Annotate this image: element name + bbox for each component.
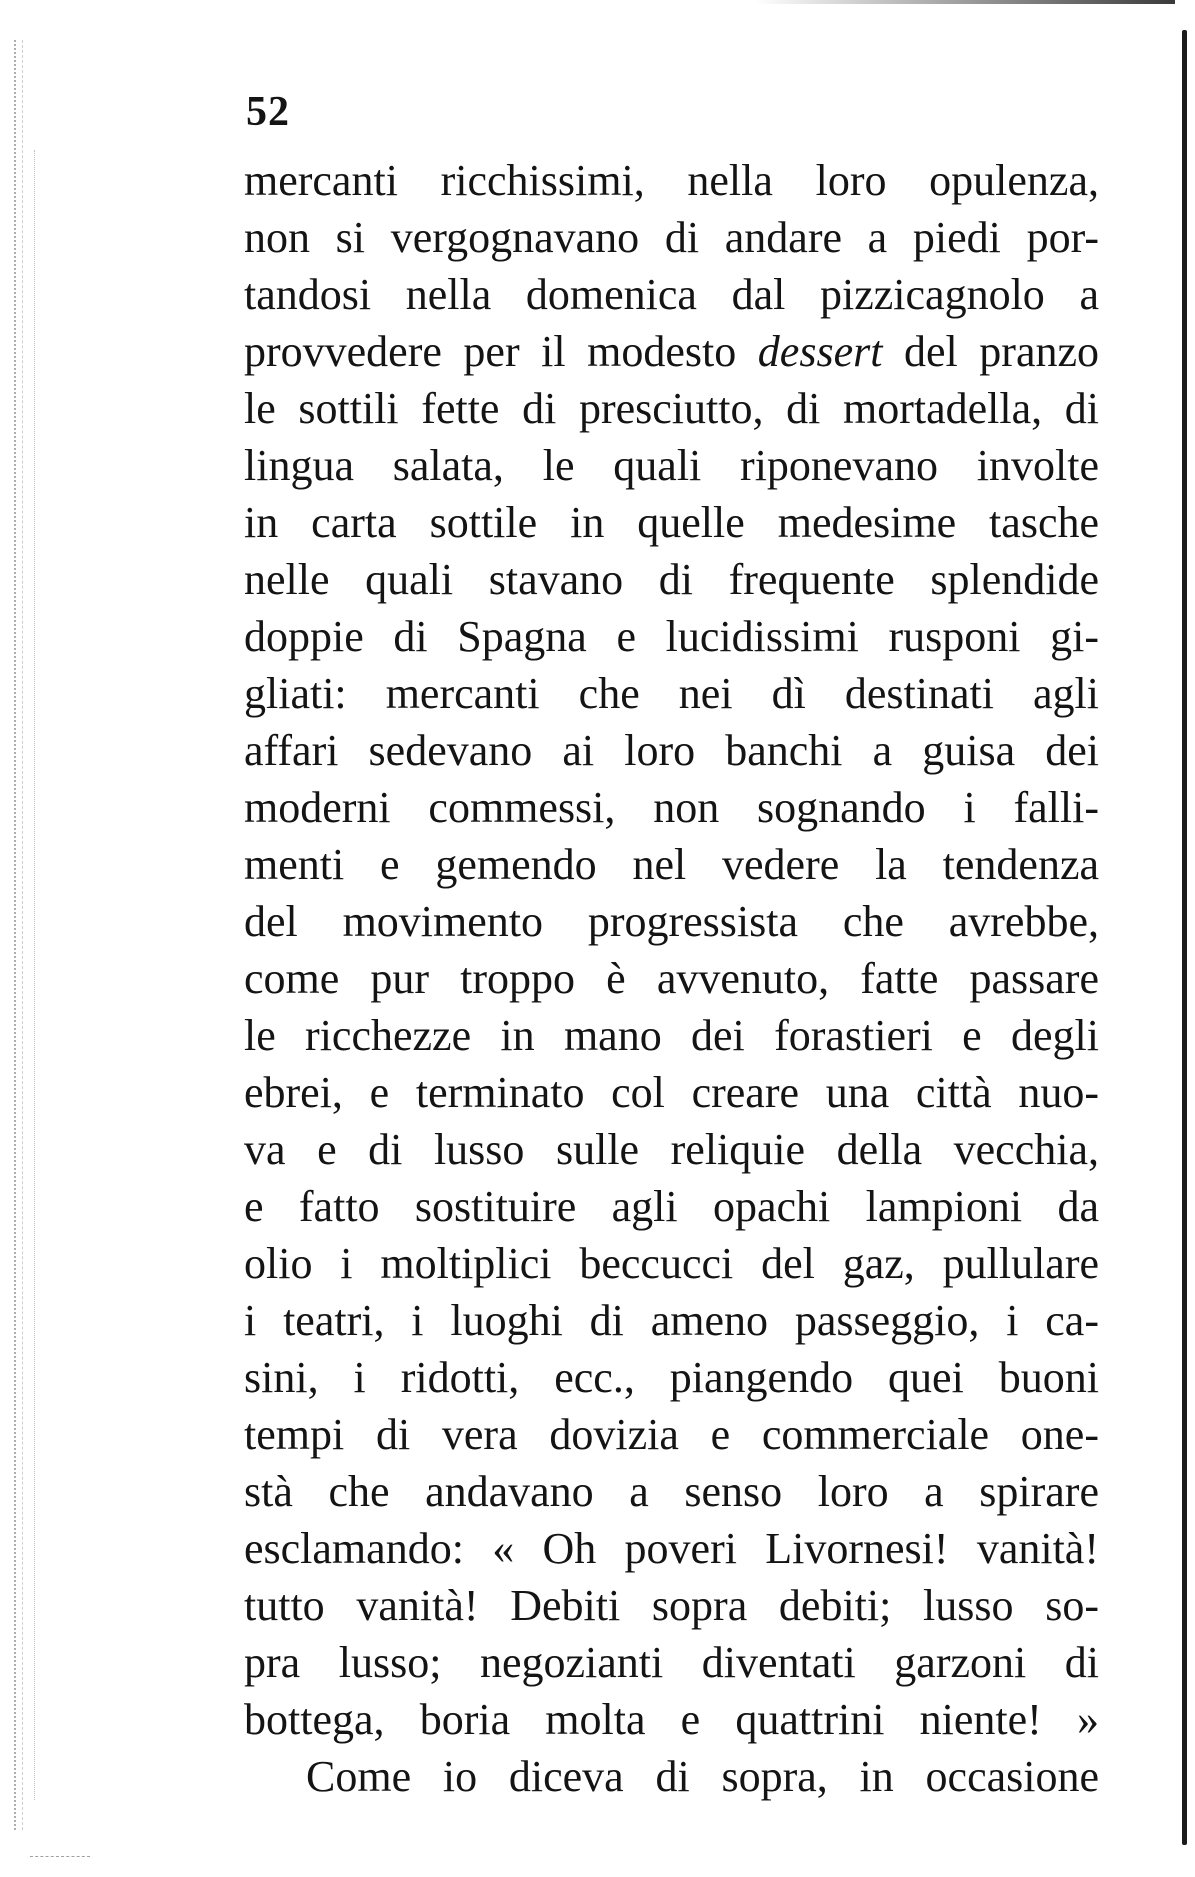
text-line: tandosi nella domenica dal pizzicagnolo a (244, 270, 1099, 319)
text-line: mercanti ricchissimi, nella loro opulenza, (244, 156, 1099, 205)
text-line: sini, i ridotti, ecc., piangendo quei buoni (244, 1353, 1099, 1402)
text-line-with-italic (244, 323, 1099, 380)
text-segment: provvedere per il modesto (244, 327, 758, 376)
text-line: tempi di vera dovizia e commerciale one- (244, 1410, 1099, 1459)
italic-word: dessert (757, 327, 883, 376)
text-line-paragraph-start: Come io diceva di sopra, in occasione (306, 1752, 1099, 1801)
text-line: le ricchezze in mano dei forastieri e degli (244, 1011, 1099, 1060)
text-line: non si vergognavano di andare a piedi por- (244, 213, 1099, 262)
text-line: pra lusso; negozianti diventati garzoni di (244, 1638, 1099, 1687)
text-line: stà che andavano a senso loro a spirare (244, 1467, 1099, 1516)
text-line: nelle quali stavano di frequente splendide (244, 555, 1099, 604)
text-line: va e di lusso sulle reliquie della vecchia, (244, 1125, 1099, 1174)
text-line: ebrei, e terminato col creare una città nuo- (244, 1068, 1099, 1117)
text-line: esclamando: « Oh poveri Livornesi! vanità! (244, 1524, 1099, 1573)
text-line: come pur troppo è avvenuto, fatte passare (244, 954, 1099, 1003)
text-line: moderni commessi, non sognando i falli- (244, 783, 1099, 832)
text-line: menti e gemendo nel vedere la tendenza (244, 840, 1099, 889)
text-line: bottega, boria molta e quattrini niente! » (244, 1695, 1099, 1744)
text-line: in carta sottile in quelle medesime tasche (244, 498, 1099, 547)
text-line: tutto vanità! Debiti sopra debiti; lusso so- (244, 1581, 1099, 1630)
page-edge-right (1182, 30, 1187, 1845)
page-edge-bottom (30, 1856, 90, 1859)
text-line: olio i moltiplici beccucci del gaz, pullulare (244, 1239, 1099, 1288)
body-text (244, 152, 1099, 1805)
text-line: le sottili fette di presciutto, di mortadella, di (244, 384, 1099, 433)
text-line: gliati: mercanti che nei dì destinati agli (244, 669, 1099, 718)
text-line: affari sedevano ai loro banchi a guisa dei (244, 726, 1099, 775)
text-line: lingua salata, le quali riponevano involte (244, 441, 1099, 490)
page-edge-top (755, 0, 1175, 4)
page-number: 52 (246, 89, 290, 135)
binding-shadow-inner (34, 150, 38, 1800)
text-segment: del pranzo (882, 327, 1100, 376)
binding-shadow-left (14, 40, 23, 1830)
text-line: del movimento progressista che avrebbe, (244, 897, 1099, 946)
text-line: i teatri, i luoghi di ameno passeggio, i ca- (244, 1296, 1099, 1345)
text-line: e fatto sostituire agli opachi lampioni da (244, 1182, 1099, 1231)
text-line: doppie di Spagna e lucidissimi rusponi gi- (244, 612, 1099, 661)
